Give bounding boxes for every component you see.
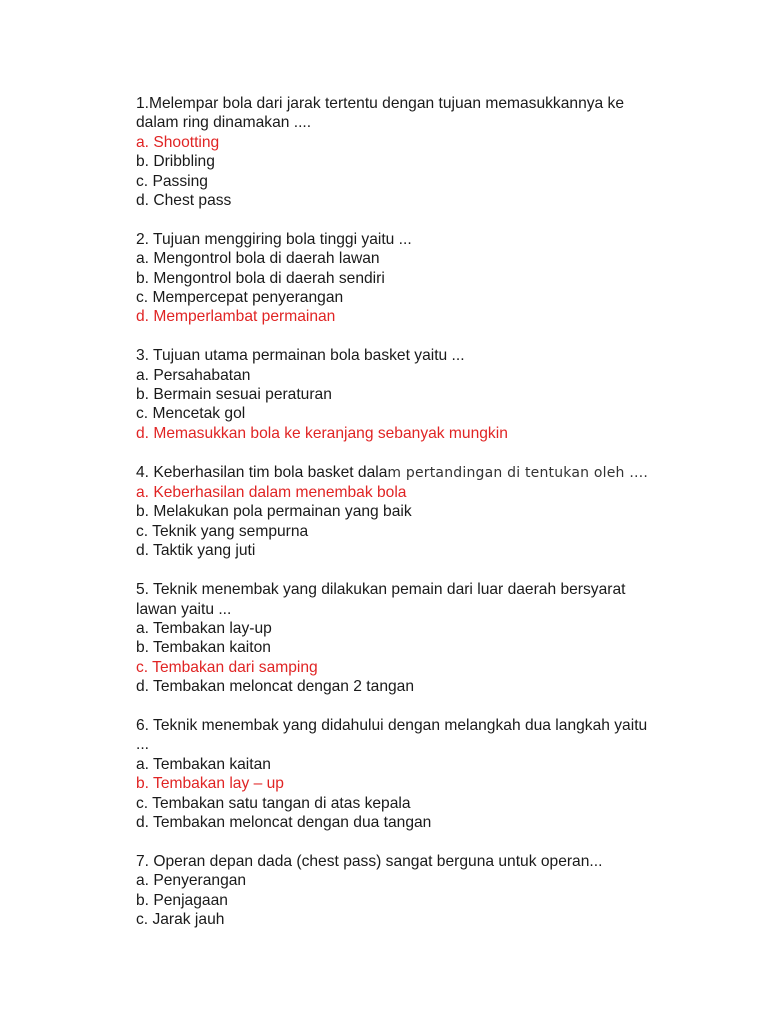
option-b: b. Mengontrol bola di daerah sendiri [136, 269, 385, 287]
option-b: b. Bermain sesuai peraturan [136, 386, 332, 404]
question-3 [136, 346, 716, 443]
option-b: b. Dribbling [136, 153, 215, 171]
document-page [136, 94, 716, 949]
option-a: a. Mengontrol bola di daerah lawan [136, 250, 380, 268]
option-d: d. Tembakan meloncat dengan 2 tangan [136, 678, 415, 696]
question-4 [136, 463, 716, 561]
option-c: c. Tembakan satu tangan di atas kepala [136, 794, 411, 812]
question-text [136, 463, 716, 483]
option-a: a. Tembakan lay-up [136, 619, 272, 637]
question-text: 2. Tujuan menggiring bola tinggi yaitu ... [136, 230, 412, 248]
option-b-correct: b. Tembakan lay – up [136, 775, 284, 793]
option-a: a. Tembakan kaitan [136, 755, 271, 773]
option-d: d. Chest pass [136, 192, 232, 210]
option-a: a. Persahabatan [136, 366, 251, 384]
question-6 [136, 716, 716, 832]
question-2 [136, 230, 716, 327]
question-text-tail: m pertandingan di tentukan oleh …. [387, 464, 649, 481]
option-d: d. Taktik yang juti [136, 542, 256, 560]
option-c: c. Mempercepat penyerangan [136, 289, 344, 307]
question-text: 6. Teknik menembak yang didahului dengan melangkah dua langkah yaitu [136, 716, 648, 734]
question-text: 5. Teknik menembak yang dilakukan pemain dari luar daerah bersyarat [136, 581, 626, 599]
option-a-correct: a. Shootting [136, 133, 220, 151]
option-c-correct: c. Tembakan dari samping [136, 658, 318, 676]
option-b: b. Melakukan pola permainan yang baik [136, 503, 412, 521]
question-1 [136, 94, 716, 210]
option-c: c. Jarak jauh [136, 910, 225, 928]
option-a-correct: a. Keberhasilan dalam menembak bola [136, 484, 407, 502]
question-text: 3. Tujuan utama permainan bola basket yaitu ... [136, 347, 465, 365]
question-text: 7. Operan depan dada (chest pass) sangat berguna untuk operan... [136, 852, 603, 870]
option-d-correct: d. Memasukkan bola ke keranjang sebanyak mungkin [136, 424, 508, 442]
question-text-continued: dalam ring dinamakan .... [136, 114, 312, 132]
question-text-continued: ... [136, 736, 149, 754]
question-text-continued: lawan yaitu ... [136, 600, 232, 618]
option-d-correct: d. Memperlambat permainan [136, 308, 336, 326]
question-text: 1.Melempar bola dari jarak tertentu dengan tujuan memasukkannya ke [136, 95, 625, 112]
question-5 [136, 580, 716, 696]
option-b: b. Tembakan kaiton [136, 639, 271, 657]
question-text-head: 4. Keberhasilan tim bola basket dala [136, 463, 388, 481]
option-c: c. Teknik yang sempurna [136, 522, 309, 540]
option-a: a. Penyerangan [136, 872, 247, 890]
option-b: b. Penjagaan [136, 891, 228, 909]
option-d: d. Tembakan meloncat dengan dua tangan [136, 813, 432, 831]
option-c: c. Passing [136, 172, 208, 190]
option-c: c. Mencetak gol [136, 405, 246, 423]
question-7 [136, 852, 716, 930]
